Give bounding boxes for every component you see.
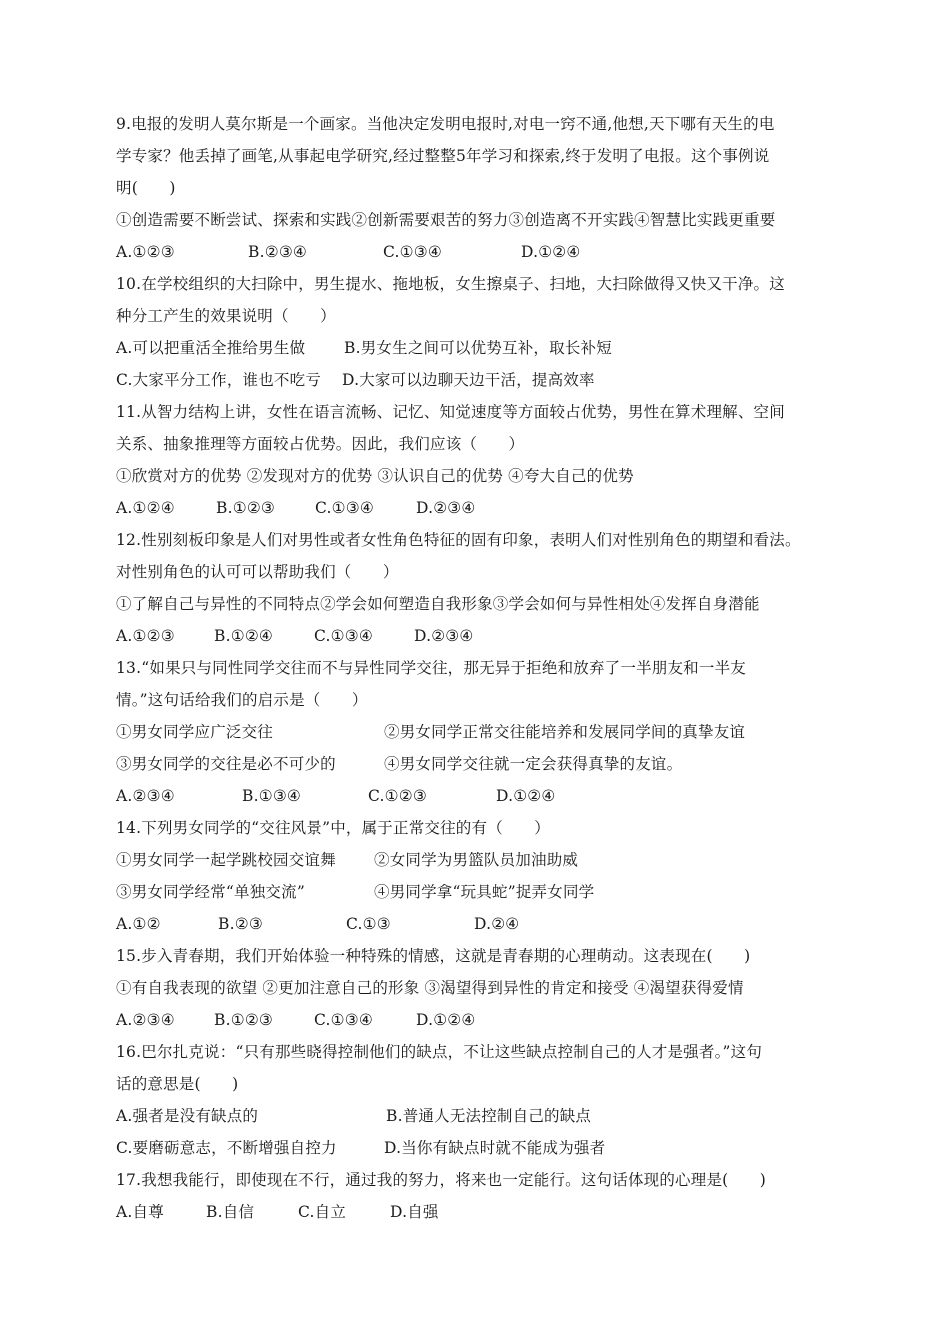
statement-2: ②女同学为男篮队员加油助威 bbox=[374, 851, 579, 869]
option-c: C.要磨砺意志，不断增强自控力 bbox=[116, 1139, 337, 1157]
question-11-statements: ①欣赏对方的优势 ②发现对方的优势 ③认识自己的优势 ④夸大自己的优势 bbox=[116, 467, 634, 485]
question-16-stem-line-2: 话的意思是( ) bbox=[116, 1075, 239, 1093]
statement-4: ④男女同学交往就一定会获得真挚的友谊。 bbox=[384, 755, 683, 773]
option-d: D.②③④ bbox=[416, 499, 476, 517]
option-b: B.①②③ bbox=[216, 499, 276, 517]
question-12-stem-line-1: 12.性别刻板印象是人们对男性或者女性角色特征的固有印象，表明人们对性别角色的期望和看法。 bbox=[116, 531, 801, 549]
option-d: D.②③④ bbox=[414, 627, 474, 645]
option-d: D.①②④ bbox=[496, 787, 556, 805]
option-d: D.自强 bbox=[390, 1203, 439, 1221]
option-a: A.①② bbox=[116, 915, 161, 933]
option-a: A.可以把重活全推给男生做 bbox=[116, 339, 306, 357]
option-c: C.①③④ bbox=[314, 1011, 373, 1029]
question-12-stem-line-2: 对性别角色的认可可以帮助我们（ ） bbox=[116, 563, 399, 581]
question-11-stem-line-2: 关系、抽象推理等方面较占优势。因此，我们应该（ ） bbox=[116, 435, 525, 453]
option-c: C.①②③ bbox=[368, 787, 427, 805]
option-a: A.②③④ bbox=[116, 1011, 175, 1029]
statement-3: ③男女同学的交往是必不可少的 bbox=[116, 755, 336, 773]
question-11-stem-line-1: 11.从智力结构上讲，女性在语言流畅、记忆、知觉速度等方面较占优势，男性在算术理解、空间 bbox=[116, 403, 785, 421]
option-d: D.大家可以边聊天边干活，提高效率 bbox=[342, 371, 595, 389]
question-9-stem-line-2: 学专家？他丢掉了画笔,从事起电学研究,经过整整5年学习和探索,终于发明了电报。这个事例说 bbox=[116, 147, 770, 165]
option-b: B.普通人无法控制自己的缺点 bbox=[386, 1107, 592, 1125]
statement-2: ②男女同学正常交往能培养和发展同学间的真挚友谊 bbox=[384, 723, 746, 741]
question-9-statements: ①创造需要不断尝试、探索和实践②创新需要艰苦的努力③创造离不开实践④智慧比实践更重要 bbox=[116, 211, 776, 229]
question-14-stem-line-1: 14.下列男女同学的“交往风景”中，属于正常交往的有（ ） bbox=[116, 819, 551, 837]
option-c: C.自立 bbox=[298, 1203, 347, 1221]
option-c: C.①③ bbox=[346, 915, 391, 933]
option-b: B.男女生之间可以优势互补，取长补短 bbox=[344, 339, 612, 357]
option-c: C.①③④ bbox=[315, 499, 374, 517]
question-13-stem-line-2: 情。”这句话给我们的启示是（ ） bbox=[116, 691, 368, 709]
question-13-stem-line-1: 13.“如果只与同性同学交往而不与异性同学交往，那无异于拒绝和放弃了一半朋友和一半友 bbox=[116, 659, 746, 677]
question-9-stem-line-3: 明( ) bbox=[116, 179, 176, 197]
question-15-stem-line-1: 15.步入青春期，我们开始体验一种特殊的情感，这就是青春期的心理萌动。这表现在( ) bbox=[116, 947, 751, 965]
option-c: C.①③④ bbox=[383, 243, 442, 261]
option-d: D.①②④ bbox=[521, 243, 581, 261]
option-d: D.②④ bbox=[474, 915, 520, 933]
option-b: B.①②③ bbox=[214, 1011, 274, 1029]
option-b: B.①③④ bbox=[242, 787, 302, 805]
option-a: A.②③④ bbox=[116, 787, 175, 805]
option-d: D.①②④ bbox=[416, 1011, 476, 1029]
option-b: B.②③④ bbox=[248, 243, 308, 261]
option-b: B.①②④ bbox=[214, 627, 274, 645]
statement-1: ①男女同学一起学跳校园交谊舞 bbox=[116, 851, 336, 869]
option-b: B.自信 bbox=[206, 1203, 255, 1221]
option-c: C.①③④ bbox=[314, 627, 373, 645]
option-a: A.①②④ bbox=[116, 499, 175, 517]
option-a: A.①②③ bbox=[116, 627, 175, 645]
statement-3: ③男女同学经常“单独交流” bbox=[116, 883, 305, 901]
question-12-statements: ①了解自己与异性的不同特点②学会如何塑造自我形象③学会如何与异性相处④发挥自身潜能 bbox=[116, 595, 760, 613]
question-10-stem-line-2: 种分工产生的效果说明（ ） bbox=[116, 307, 336, 325]
option-a: A.自尊 bbox=[116, 1203, 164, 1221]
option-d: D.当你有缺点时就不能成为强者 bbox=[384, 1139, 606, 1157]
question-10-stem-line-1: 10.在学校组织的大扫除中，男生提水、拖地板，女生擦桌子、扫地，大扫除做得又快又干净。这 bbox=[116, 275, 785, 293]
question-16-stem-line-1: 16.巴尔扎克说：“只有那些晓得控制他们的缺点，不让这些缺点控制自己的人才是强者。”这句 bbox=[116, 1043, 763, 1061]
question-9-stem-line-1: 9.电报的发明人莫尔斯是一个画家。当他决定发明电报时,对电一窍不通,他想,天下哪有天生的电 bbox=[116, 115, 775, 133]
statement-1: ①男女同学应广泛交往 bbox=[116, 723, 274, 741]
statement-4: ④男同学拿“玩具蛇”捉弄女同学 bbox=[374, 883, 595, 901]
question-17-stem-line-1: 17.我想我能行，即使现在不行，通过我的努力，将来也一定能行。这句话体现的心理是( ) bbox=[116, 1171, 767, 1189]
option-b: B.②③ bbox=[218, 915, 263, 933]
option-c: C.大家平分工作，谁也不吃亏 bbox=[116, 371, 322, 389]
option-a: A.强者是没有缺点的 bbox=[116, 1107, 259, 1125]
option-a: A.①②③ bbox=[116, 243, 175, 261]
question-15-statements: ①有自我表现的欲望 ②更加注意自己的形象 ③渴望得到异性的肯定和接受 ④渴望获得爱情 bbox=[116, 979, 744, 997]
